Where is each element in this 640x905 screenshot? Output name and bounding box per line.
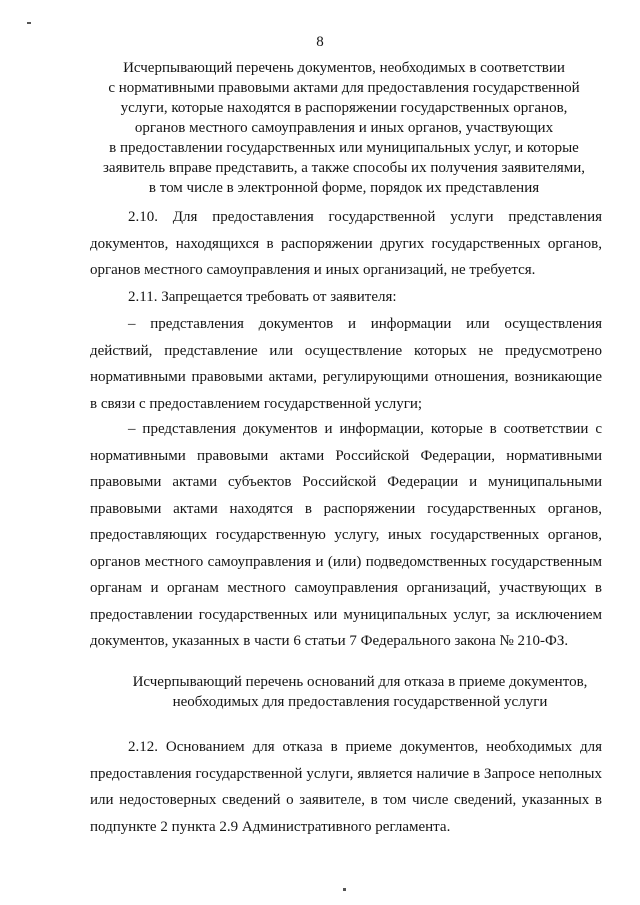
section-heading-documents-list [24, 58, 640, 198]
heading-line: в том числе в электронной форме, порядок их представления [148, 180, 540, 196]
heading-line: услуги, которые находятся в распоряжении государственных органов, [120, 100, 568, 116]
paragraph-2-11: 2.11. Запрещается требовать от заявителя: [128, 289, 397, 305]
heading-line: в предоставлении государственных или муниципальных услуг, и которые [109, 140, 579, 156]
paragraph-2-11-item-1: – представления документов и информации или осуществления действий, представление или осуществление которых не предусмотрено нормативными правовыми актами, регулирующими отношения, возникающие в связи с предоставлением государственной услуги; [90, 316, 602, 412]
paragraph-2-10: 2.10. Для предоставления государственной услуги представления документов, находящихся в распоряжении других государственных органов, органов местного самоуправления и иных организаций, не требуется. [90, 209, 602, 278]
section-heading-refusal-grounds [40, 672, 640, 712]
heading-line: органов местного самоуправления и иных органов, участвующих [134, 120, 554, 136]
heading-line: заявитель вправе представить, а также способы их получения заявителями, [102, 160, 586, 176]
heading-line: Исчерпывающий перечень оснований для отказа в приеме документов, [132, 674, 588, 690]
scan-speck [27, 22, 31, 24]
heading-line: с нормативными правовыми актами для предоставления государственной [108, 80, 580, 96]
paragraph-2-11-item-2: – представления документов и информации, которые в соответствии с нормативными правовыми актами Российской Федерации, нормативными правовыми актами субъектов Российской Федерации и муниципальными правовыми актами находятся в распоряжении государственных органов, предоставляющих государственную услугу, иных государственных органов, органов местного самоуправления и (или) подведомственных государственным органам и органам местного самоуправления организаций, участвующих в предоставлении государственных или муниципальных услуг, за исключением документов, указанных в части 6 статьи 7 Федерального закона № 210-ФЗ. [90, 421, 602, 649]
page-number: 8 [316, 34, 324, 50]
scan-speck [343, 888, 346, 891]
heading-line: Исчерпывающий перечень документов, необходимых в соответствии [123, 60, 565, 76]
paragraph-2-12: 2.12. Основанием для отказа в приеме документов, необходимых для предоставления государственной услуги, является наличие в Запросе неполных или недостоверных сведений о заявителе, в том числе сведений, указанных в подпункте 2 пункта 2.9 Административного регламента. [90, 739, 602, 835]
heading-line: необходимых для предоставления государственной услуги [172, 694, 548, 710]
